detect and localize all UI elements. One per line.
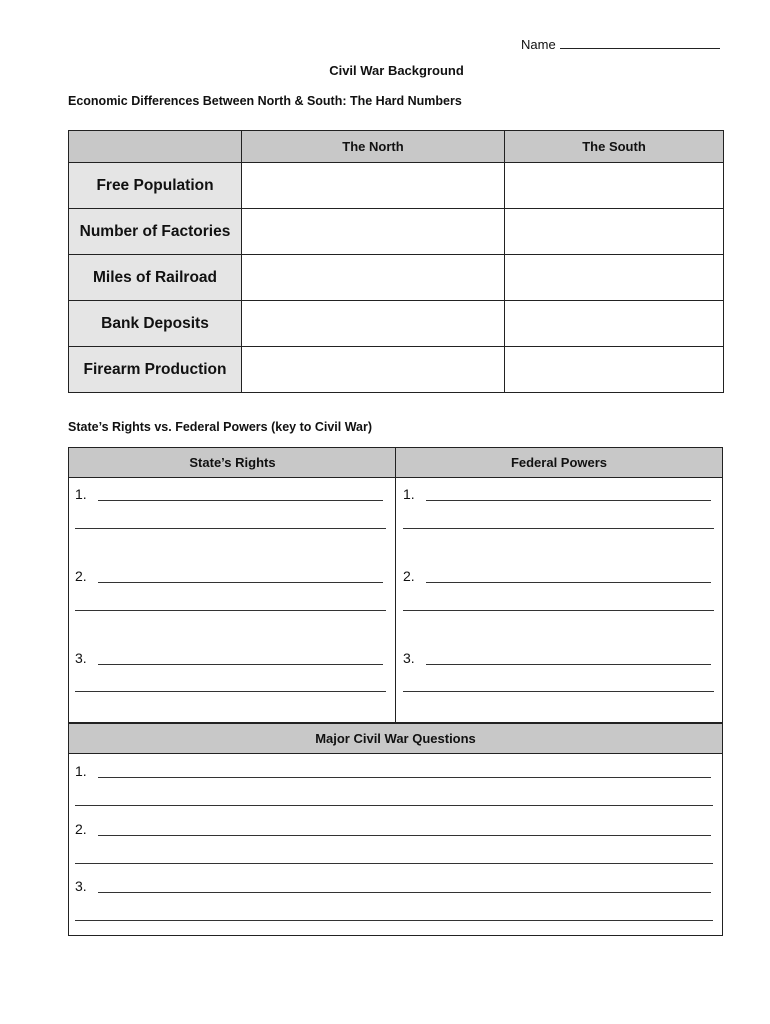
column-divider bbox=[395, 448, 396, 722]
question-number-2: 2. bbox=[75, 821, 87, 837]
question-number-1: 1. bbox=[75, 763, 87, 779]
states-rights-number-3: 3. bbox=[75, 650, 87, 666]
federal-powers-answer-line[interactable] bbox=[426, 664, 711, 665]
name-label: Name bbox=[521, 37, 556, 52]
table-row bbox=[69, 255, 724, 301]
south-firearm-cell[interactable] bbox=[505, 347, 724, 393]
question-answer-line[interactable] bbox=[75, 920, 713, 921]
north-firearm-cell[interactable] bbox=[242, 347, 505, 393]
economic-heading: Economic Differences Between North & South: The Hard Numbers bbox=[68, 94, 462, 108]
row-label-firearm-production: Firearm Production bbox=[69, 347, 242, 393]
federal-powers-answer-line[interactable] bbox=[426, 500, 711, 501]
states-rights-answer-line[interactable] bbox=[98, 664, 383, 665]
states-rights-header: State’s Rights bbox=[69, 448, 396, 478]
question-answer-line[interactable] bbox=[75, 805, 713, 806]
question-answer-line[interactable] bbox=[75, 863, 713, 864]
federal-powers-number-2: 2. bbox=[403, 568, 415, 584]
south-factories-cell[interactable] bbox=[505, 209, 724, 255]
name-field[interactable] bbox=[521, 36, 720, 52]
question-number-3: 3. bbox=[75, 878, 87, 894]
question-answer-line[interactable] bbox=[98, 777, 711, 778]
page-title: Civil War Background bbox=[329, 63, 464, 78]
economic-table bbox=[68, 130, 724, 393]
questions-box bbox=[68, 723, 723, 936]
question-answer-line[interactable] bbox=[98, 835, 711, 836]
states-rights-number-2: 2. bbox=[75, 568, 87, 584]
states-rights-answer-line[interactable] bbox=[75, 528, 386, 529]
states-rights-number-1: 1. bbox=[75, 486, 87, 502]
south-free-population-cell[interactable] bbox=[505, 163, 724, 209]
powers-heading: State’s Rights vs. Federal Powers (key to Civil War) bbox=[68, 420, 373, 434]
north-railroad-cell[interactable] bbox=[242, 255, 505, 301]
federal-powers-answer-line[interactable] bbox=[426, 582, 711, 583]
table-row bbox=[69, 209, 724, 255]
states-rights-answer-line[interactable] bbox=[75, 610, 386, 611]
north-free-population-cell[interactable] bbox=[242, 163, 505, 209]
states-rights-answer-line[interactable] bbox=[98, 500, 383, 501]
question-answer-line[interactable] bbox=[98, 892, 711, 893]
federal-powers-number-1: 1. bbox=[403, 486, 415, 502]
federal-powers-header: Federal Powers bbox=[396, 448, 722, 478]
federal-powers-answer-line[interactable] bbox=[403, 528, 714, 529]
table-row bbox=[69, 301, 724, 347]
states-rights-answer-line[interactable] bbox=[98, 582, 383, 583]
south-bank-deposits-cell[interactable] bbox=[505, 301, 724, 347]
table-row bbox=[69, 163, 724, 209]
states-rights-answer-line[interactable] bbox=[75, 691, 386, 692]
north-column-header: The North bbox=[242, 131, 505, 163]
name-blank-line[interactable] bbox=[560, 36, 720, 49]
federal-powers-answer-line[interactable] bbox=[403, 691, 714, 692]
powers-box bbox=[68, 447, 723, 723]
corner-cell bbox=[69, 131, 242, 163]
north-bank-deposits-cell[interactable] bbox=[242, 301, 505, 347]
federal-powers-answer-line[interactable] bbox=[403, 610, 714, 611]
row-label-bank-deposits: Bank Deposits bbox=[69, 301, 242, 347]
row-label-number-of-factories: Number of Factories bbox=[69, 209, 242, 255]
questions-header: Major Civil War Questions bbox=[69, 724, 722, 754]
row-label-free-population: Free Population bbox=[69, 163, 242, 209]
north-factories-cell[interactable] bbox=[242, 209, 505, 255]
federal-powers-number-3: 3. bbox=[403, 650, 415, 666]
south-railroad-cell[interactable] bbox=[505, 255, 724, 301]
row-label-miles-of-railroad: Miles of Railroad bbox=[69, 255, 242, 301]
economic-header-row bbox=[69, 131, 724, 163]
table-row bbox=[69, 347, 724, 393]
south-column-header: The South bbox=[505, 131, 724, 163]
